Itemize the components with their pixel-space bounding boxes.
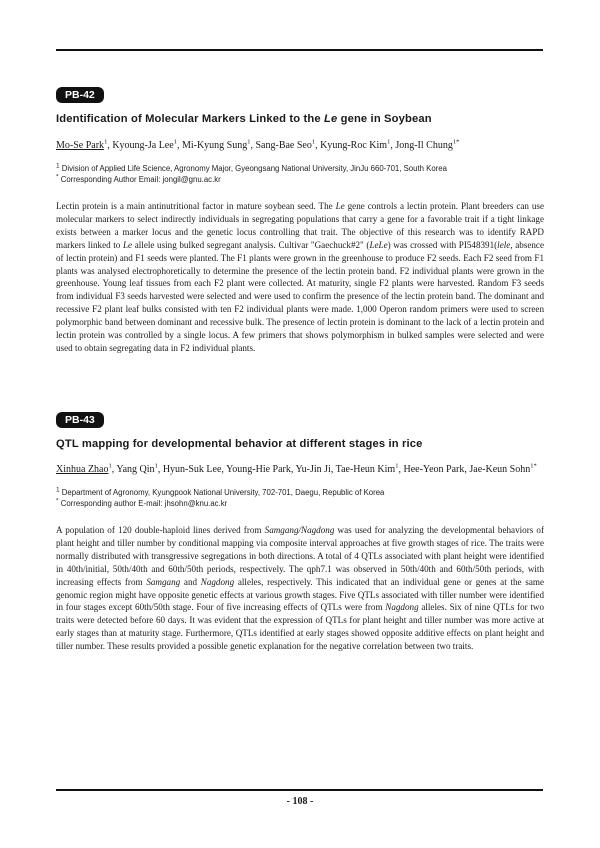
author-affiliation-mark: 1*	[452, 138, 460, 146]
author	[163, 464, 222, 475]
affiliation: $^1$ Division of Applied Life Science, Agronomy Major, Gyeongsang National University, JinJu 660-701, South Korea	[56, 162, 447, 173]
author	[56, 140, 107, 151]
author-affiliation-mark: 1	[104, 138, 108, 146]
author-name: Hee-Yeon Park	[403, 464, 465, 475]
author	[395, 140, 459, 151]
author-affiliation-mark: 1*	[530, 462, 537, 470]
author-affiliation-mark: 1	[395, 462, 399, 470]
author-affiliation-mark: 1	[154, 462, 158, 470]
italic-term: Nagdong	[200, 576, 235, 587]
body-text: gene controls a lectin protein. Plant breeders can use molecular markers to select indirectly individuals in segregating populations that carry a gene for a favorable trait if a tight linkage exists between a marker locus and the genetic locus controlling that trait. The objective of this research was to identify RAPD markers linked to	[56, 201, 544, 250]
italic-term: Le	[123, 239, 133, 250]
body-text: and	[180, 576, 201, 587]
author	[255, 140, 315, 151]
author-name: Xinhua Zhao	[56, 464, 109, 475]
author	[226, 464, 291, 475]
abstract-title: Identification of Molecular Markers Linked to the Le gene in Soybean	[56, 113, 432, 125]
author-name: Young-Hie Park	[226, 464, 291, 475]
body-text: was used for analyzing the developmental behaviors of plant height and tiller number by conditional mapping via composite interval approaches at five growth stages of rice. The traits were normally distributed with transgressive segregations in both directions. A total of 4 QTLs associated with plant height were identified in 40th/initial, 50th/40th and 60th/50th periods, respectively. The qph7.1 was observed in 50th/40th and 60th/50th periods, with increasing effects from	[56, 525, 544, 587]
author-affiliation-mark: 1	[247, 138, 251, 146]
abstract-body	[56, 524, 544, 653]
body-text: allele using bulked segregant analysis. Cultivar "Gaechuck#2" (	[132, 239, 370, 250]
body-text: ) was crossed with PI548391(	[387, 239, 498, 250]
italic-term: Samgang	[146, 576, 181, 587]
abstract-id-badge: PB-42	[56, 87, 104, 103]
author	[469, 464, 536, 475]
italic-term: Nagdong	[385, 602, 419, 613]
italic-term: lele	[497, 239, 511, 250]
author	[56, 464, 112, 475]
author	[182, 140, 251, 151]
author-affiliation-mark: 1	[108, 462, 112, 470]
author-name: Yu-Jin Ji	[295, 464, 331, 475]
author-name: Hyun-Suk Lee	[162, 464, 222, 475]
author	[116, 464, 157, 475]
corresponding-author: * Corresponding Author Email: jongil@gnu.ac.kr	[56, 173, 221, 184]
abstract-pb-42	[56, 85, 544, 355]
author	[403, 464, 464, 475]
abstract-title: QTL mapping for developmental behavior at different stages in rice	[56, 438, 423, 450]
header-rule	[56, 49, 543, 51]
corresponding-author: * Corresponding author E-mail: jhsohn@knu.ac.kr	[56, 497, 228, 508]
author-list: Mo-Se Park$^1$, Kyoung-Ja Lee$^1$, Mi-Kyung Sung$^1$, Sang-Bae Seo$^1$, Kyung-Roc Kim$^1$, Jong-Il Chung$^{1*}$	[56, 138, 460, 151]
author-name: Jae-Keun Sohn	[469, 464, 531, 475]
affiliation: $^1$ Department of Agronomy, Kyungpook National University, 702-701, Daegu, Republic of Korea	[56, 486, 385, 497]
footer-rule	[56, 789, 543, 791]
author-list: Xinhua Zhao$^1$, Yang Qin$^1$, Hyun-Suk Lee, Young-Hie Park, Yu-Jin Ji, Tae-Heun Kim$^1$, Hee-Yeon Park, Jae-Keun Sohn$^{1*}$	[56, 462, 537, 475]
abstract-body	[56, 200, 544, 355]
author-affiliation-mark: 1	[173, 138, 177, 146]
italic-term: LeLe	[369, 239, 388, 250]
italic-term: Samgang/Nagdong	[264, 525, 335, 535]
body-text: , absence of lectin protein) and F1 seeds were planted. The F1 plants were grown in the greenhouse to produce F2 seeds. Each F2 seed from F1 plants was analysed electrophoretically to determine the presence of the lectin protein band. F2 individual plants were grown in the greenhouse. Young leaf tissues from each F2 plant were collected. At maturity, single F2 plants were harvested. Random F3 seeds from individual F3 seeds harvested were selected and were used to confirm the presence of the lectin protein band. The dominant and recessive F2 plant leaf bulks consisted with ten F2 individual plants were made. 1,000 Operon random primers were used to screen polymorphic band between dominant and recessive bulk. The presence of lectin protein is dominant to the lack of a lectin protein and lectin protein was controlled by a single locus. A few primers that shows polymorphism in bulked samples were selected and were used to obtain segregating data in F2 individual plants.	[56, 239, 544, 353]
italic-term: Le	[335, 201, 345, 211]
author-name: Jong-Il Chung	[395, 140, 453, 151]
author	[320, 140, 390, 151]
author-name: Yang Qin	[116, 464, 155, 475]
author-affiliation-mark: 1	[387, 138, 391, 146]
author-name: Sang-Bae Seo	[255, 140, 312, 151]
author	[336, 464, 399, 475]
author-affiliation-mark: 1	[311, 138, 316, 146]
body-text: Lectin protein is a main antinutritional factor in mature soybean seed. The	[56, 201, 336, 211]
author-name: Tae-Heun Kim	[335, 464, 396, 475]
abstract-id-badge: PB-43	[56, 412, 104, 428]
author-name: Kyoung-Ja Lee	[112, 140, 174, 151]
body-text: alleles. Six of nine QTLs for two traits were detected before 60 days. It was evident that the expression of QTLs for plant height and tiller number was more active at early stages than at maturity stage. Furthermore, QTLs identified at early stages showed opposite additive effects on plant height and tiller number. These results provided a possible genetic explanation for the negative correlation between two traits.	[56, 602, 544, 652]
author-name: Mi-Kyung Sung	[181, 140, 248, 151]
body-text: alleles, respectively. This indicated that an individual gene or genes at the same genomic region might have opposite genetic effects at various growth stages. Five QTLs associated with tiller number were identified in four stages except 60th/50th stage. Four of five increasing effects of QTLs were from	[56, 576, 544, 613]
author-name: Mo-Se Park	[56, 140, 105, 151]
author	[296, 464, 331, 475]
page-number: - 108 -	[286, 796, 314, 807]
abstract-pb-43	[56, 410, 544, 653]
author-name: Kyung-Roc Kim	[320, 140, 388, 151]
body-text: A population of 120 double-haploid lines derived from	[56, 525, 265, 535]
author	[112, 140, 177, 151]
